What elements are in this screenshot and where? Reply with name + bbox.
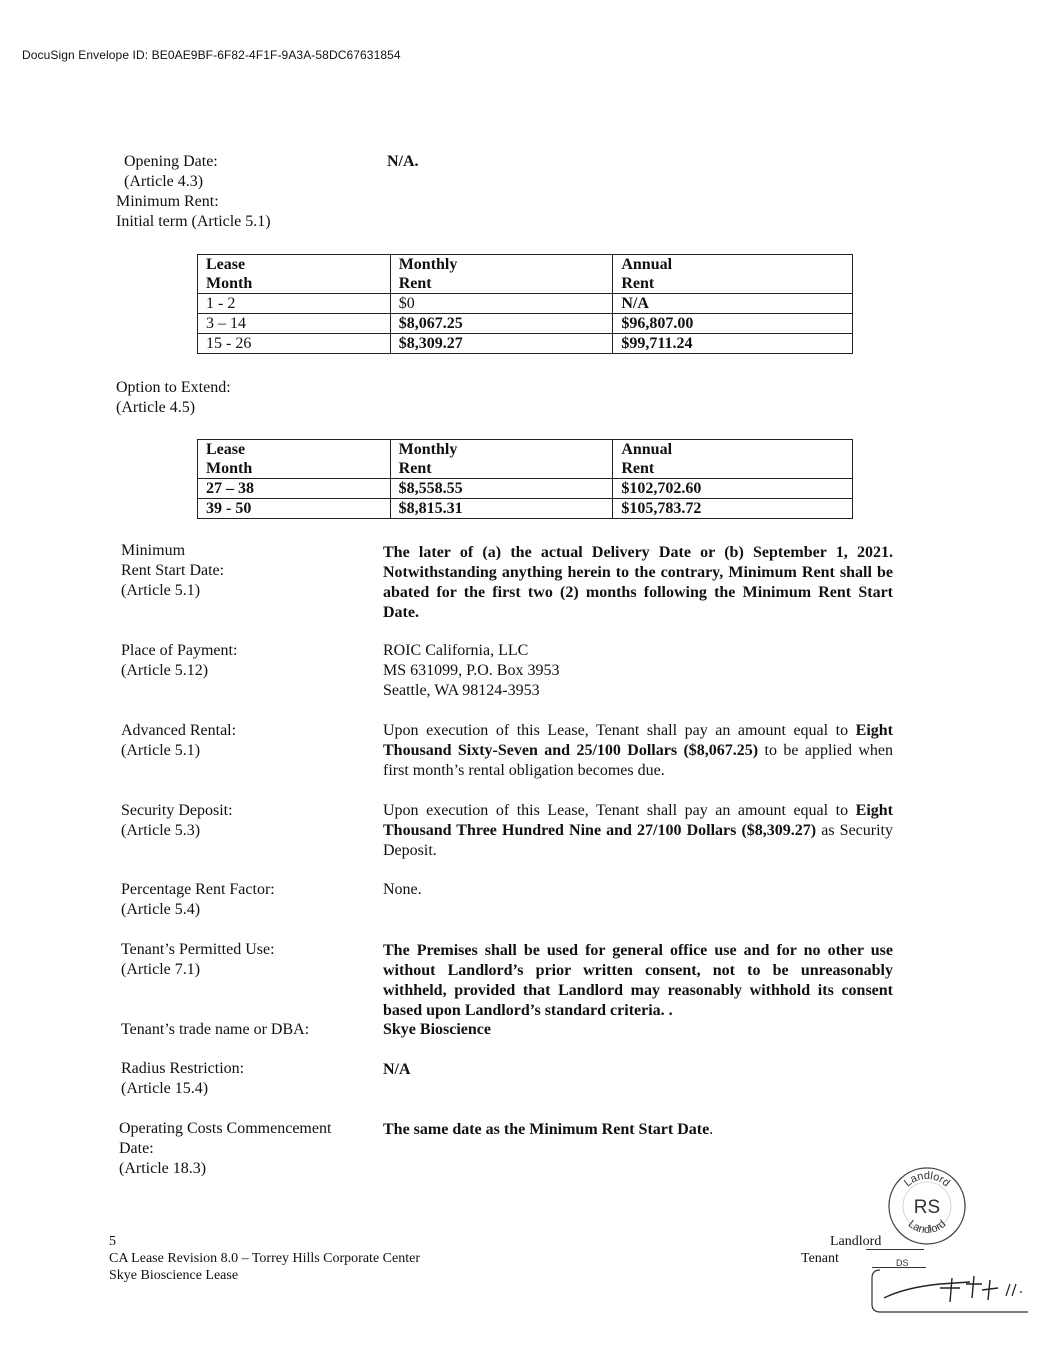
radius-restriction-label: Radius Restriction: <box>121 1060 245 1077</box>
advanced-rental-label: Advanced Rental: <box>121 722 237 739</box>
security-deposit-article: (Article 5.3) <box>121 822 201 839</box>
seal-initials: RS <box>913 1197 941 1218</box>
header-cell: Monthly Rent <box>390 440 613 479</box>
operating-costs-label-1: Operating Costs Commencement <box>119 1120 332 1137</box>
seal-top-text: Landlord <box>901 1170 953 1190</box>
ds-mark: DS <box>896 1258 909 1268</box>
percentage-rent-value: None. <box>383 881 422 898</box>
percentage-rent-label: Percentage Rent Factor: <box>121 881 275 898</box>
seal-bottom-text: Landlord <box>905 1218 949 1236</box>
permitted-use-label: Tenant’s Permitted Use: <box>121 941 275 958</box>
table-cell: 15 - 26 <box>198 334 391 354</box>
table-cell: $8,309.27 <box>390 334 613 354</box>
footer-line-1: CA Lease Revision 8.0 – Torrey Hills Corporate Center <box>109 1251 420 1266</box>
header-cell: Annual Rent <box>613 255 853 294</box>
envelope-id: DocuSign Envelope ID: BE0AE9BF-6F82-4F1F-9A3A-58DC67631854 <box>22 48 401 62</box>
header-cell: Annual Rent <box>613 440 853 479</box>
table-row <box>198 479 853 499</box>
min-rent-start-label-2: Rent Start Date: <box>121 562 225 579</box>
table-cell: 27 – 38 <box>198 479 391 499</box>
table-cell: $102,702.60 <box>613 479 853 499</box>
page-number: 5 <box>109 1234 116 1249</box>
table-row <box>198 294 853 314</box>
advanced-rental-value: Upon execution of this Lease, Tenant shall pay an amount equal to Eight Thousand Sixty-Seven and 25/100 Dollars ($8,067.25) to be applied when first month’s rental obligation becomes due. <box>383 722 894 779</box>
table-cell: $99,711.24 <box>613 334 853 354</box>
landlord-label: Landlord <box>830 1234 882 1249</box>
minimum-rent-sublabel: Initial term (Article 5.1) <box>116 213 271 230</box>
table-cell: $8,558.55 <box>390 479 613 499</box>
security-deposit-label: Security Deposit: <box>121 802 233 819</box>
table-header-row <box>198 255 853 294</box>
table-cell: N/A <box>613 294 853 314</box>
minimum-rent-table <box>197 254 853 354</box>
place-of-payment-label: Place of Payment: <box>121 642 238 659</box>
table-cell: 1 - 2 <box>198 294 391 314</box>
advanced-rental-article: (Article 5.1) <box>121 742 201 759</box>
opening-date-article: (Article 4.3) <box>124 173 204 190</box>
landlord-initials-line <box>866 1249 924 1250</box>
operating-costs-label-3: (Article 18.3) <box>119 1160 207 1177</box>
trade-name-value: Skye Bioscience <box>383 1021 491 1038</box>
operating-costs-label-2: Date: <box>119 1140 154 1157</box>
min-rent-start-label-1: Minimum <box>121 542 186 559</box>
permitted-use-value: The Premises shall be used for general office use and for no other use without Landlord’s prior written consent, not to be unreasonably withheld, provided that Landlord may reasonably withhold its consent based upon Landlord’s standard criteria. . <box>383 942 893 1019</box>
header-cell: Lease Month <box>198 255 391 294</box>
table-cell: $105,783.72 <box>613 499 853 519</box>
table-cell: 3 – 14 <box>198 314 391 334</box>
operating-costs-value: The same date as the Minimum Rent Start Date. <box>383 1121 714 1138</box>
option-rent-table <box>197 439 853 519</box>
opening-date-label: Opening Date: <box>124 153 218 170</box>
table-row <box>198 334 853 354</box>
table-cell: $8,815.31 <box>390 499 613 519</box>
security-deposit-value: Upon execution of this Lease, Tenant shall pay an amount equal to Eight Thousand Three Hundred Nine and 27/100 Dollars ($8,309.27) as Security Deposit. <box>383 802 893 859</box>
tenant-initials-signature <box>870 1268 1030 1314</box>
header-cell: Lease Month <box>198 440 391 479</box>
table-row <box>198 314 853 334</box>
minimum-rent-label: Minimum Rent: <box>116 193 219 210</box>
radius-restriction-value: N/A <box>383 1061 411 1078</box>
landlord-initials-seal <box>886 1165 968 1247</box>
table-cell: $8,067.25 <box>390 314 613 334</box>
table-row <box>198 499 853 519</box>
option-to-extend-article: (Article 4.5) <box>116 399 196 416</box>
permitted-use-article: (Article 7.1) <box>121 961 201 978</box>
place-of-payment-article: (Article 5.12) <box>121 662 209 679</box>
footer-line-2: Skye Bioscience Lease <box>109 1268 239 1283</box>
payee-address-2: Seattle, WA 98124-3953 <box>383 682 540 699</box>
table-cell: 39 - 50 <box>198 499 391 519</box>
payee-name: ROIC California, LLC <box>383 642 529 659</box>
percentage-rent-article: (Article 5.4) <box>121 901 201 918</box>
trade-name-label: Tenant’s trade name or DBA: <box>121 1021 310 1038</box>
radius-restriction-article: (Article 15.4) <box>121 1080 209 1097</box>
min-rent-start-value: The later of (a) the actual Delivery Date or (b) September 1, 2021. Notwithstanding anything herein to the contrary, Minimum Rent shall be abated for the first two (2) months following the Minimum Rent Start Date. <box>383 544 893 621</box>
opening-date-value: N/A. <box>387 153 419 170</box>
table-cell: $0 <box>390 294 613 314</box>
table-cell: $96,807.00 <box>613 314 853 334</box>
min-rent-start-label-3: (Article 5.1) <box>121 582 201 599</box>
header-cell: Monthly Rent <box>390 255 613 294</box>
table-header-row <box>198 440 853 479</box>
tenant-label: Tenant <box>801 1251 839 1266</box>
option-to-extend-label: Option to Extend: <box>116 379 231 396</box>
payee-address-1: MS 631099, P.O. Box 3953 <box>383 662 560 679</box>
